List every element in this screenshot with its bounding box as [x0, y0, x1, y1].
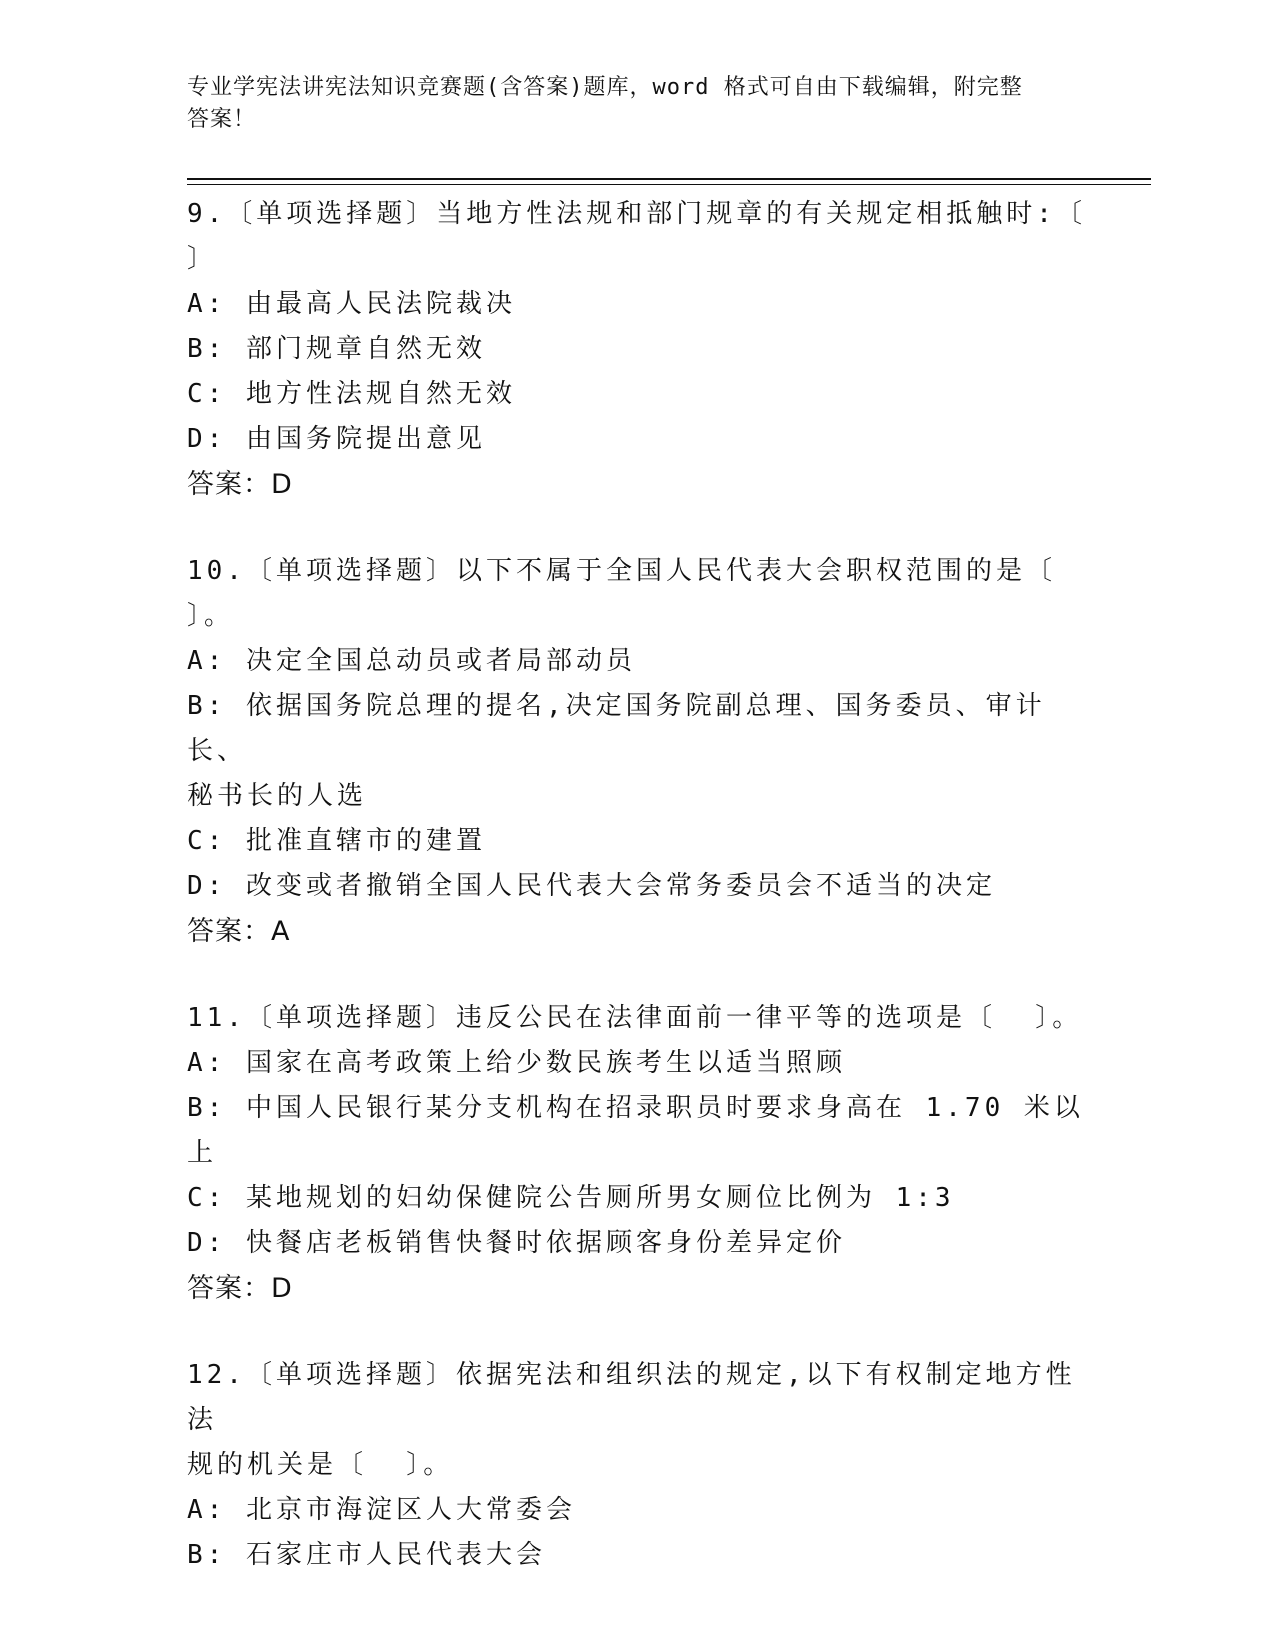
- option-d: D: 由国务院提出意见: [187, 424, 486, 454]
- option-d: D: 改变或者撤销全国人民代表大会常务委员会不适当的决定: [187, 871, 996, 901]
- question-9: [187, 192, 1087, 507]
- answer-label: 答案：A: [187, 916, 291, 947]
- option-c: C: 某地规划的妇幼保健院公告厕所男女厕位比例为 1:3: [187, 1183, 955, 1213]
- option-b: B: 中国人民银行某分支机构在招录职员时要求身高在 1.70 米以上: [187, 1093, 1084, 1168]
- header-divider-thick: [187, 178, 1151, 180]
- option-b: B: 依据国务院总理的提名,决定国务院副总理、国务委员、审计长、 秘书长的人选: [187, 691, 1046, 811]
- question-12: [187, 1353, 1087, 1578]
- answer-label: 答案：D: [187, 469, 293, 500]
- option-a: A: 北京市海淀区人大常委会: [187, 1495, 576, 1525]
- question-10: [187, 549, 1087, 954]
- option-c: C: 地方性法规自然无效: [187, 379, 516, 409]
- question-stem: 11.〔单项选择题〕违反公民在法律面前一律平等的选项是〔 〕。: [187, 1003, 1083, 1033]
- question-stem: 10.〔单项选择题〕以下不属于全国人民代表大会职权范围的是〔 〕。: [187, 556, 1056, 631]
- question-list: [187, 192, 1087, 1620]
- question-stem: 12.〔单项选择题〕依据宪法和组织法的规定,以下有权制定地方性法 规的机关是〔 〕。: [187, 1360, 1076, 1480]
- option-b: B: 石家庄市人民代表大会: [187, 1540, 546, 1570]
- document-header: 专业学宪法讲宪法知识竞赛题(含答案)题库，word 格式可自由下载编辑，附完整 答案！: [187, 75, 1023, 132]
- question-stem: 9.〔单项选择题〕当地方性法规和部门规章的有关规定相抵触时:〔 〕: [187, 199, 1086, 274]
- option-c: C: 批准直辖市的建置: [187, 826, 486, 856]
- option-a: A: 国家在高考政策上给少数民族考生以适当照顾: [187, 1048, 846, 1078]
- option-b: B: 部门规章自然无效: [187, 334, 486, 364]
- option-d: D: 快餐店老板销售快餐时依据顾客身份差异定价: [187, 1228, 846, 1258]
- option-a: A: 由最高人民法院裁决: [187, 289, 516, 319]
- question-11: [187, 996, 1087, 1311]
- answer-label: 答案：D: [187, 1273, 293, 1304]
- header-divider-thin: [187, 184, 1151, 185]
- option-a: A: 决定全国总动员或者局部动员: [187, 646, 636, 676]
